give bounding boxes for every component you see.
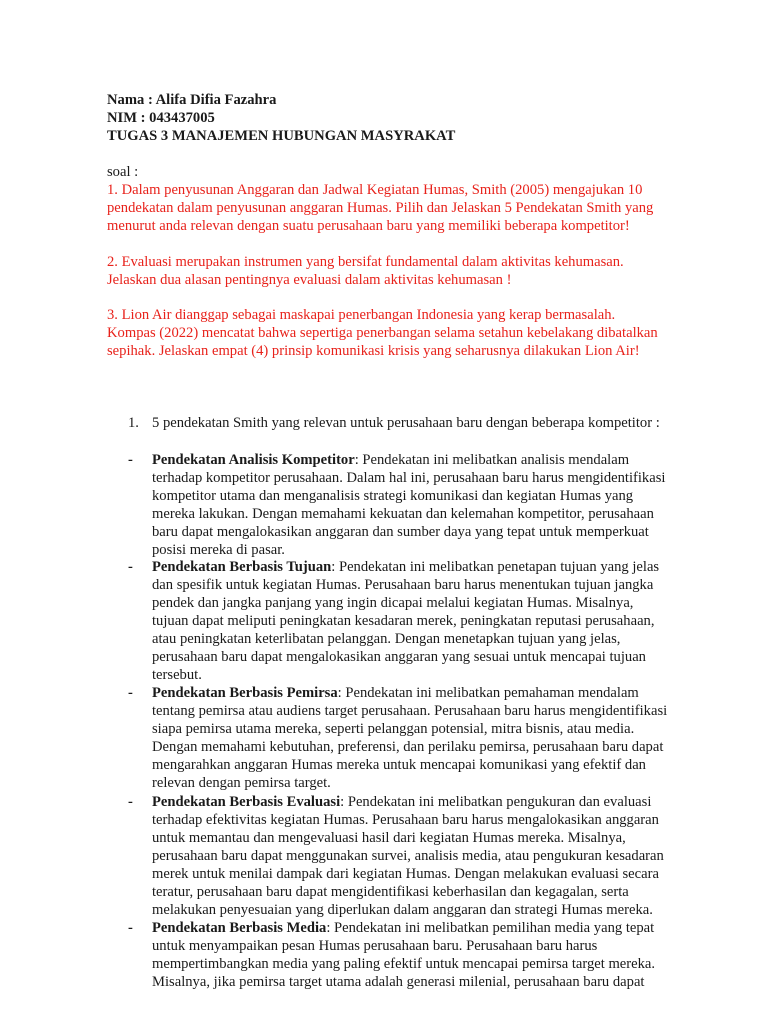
bullet-line: merek untuk menilai dampak dari kegiatan Humas. Dengan melakukan evaluasi secara	[152, 866, 659, 882]
bullet-line: terhadap kompetitor perusahaan. Dalam hal ini, perusahaan baru harus mengidentifikasi	[152, 470, 666, 486]
soal-label: soal :	[107, 164, 139, 180]
bullet-line: tujuan dapat meliputi peningkatan kesadaran merek, peningkatan reputasi perusahaan,	[152, 613, 655, 629]
bullet-dash: -	[128, 920, 133, 936]
question-line: sepihak. Jelaskan empat (4) prinsip komunikasi krisis yang seharusnya dilakukan Lion Air!	[107, 343, 640, 359]
bullet-text: : Pendekatan ini melibatkan pemahaman mendalam	[337, 685, 639, 701]
question-line: Kompas (2022) mencatat bahwa sepertiga penerbangan selama setahun kebelakang dibatalkan	[107, 325, 658, 341]
question-line: pendekatan dalam penyusunan anggaran Humas. Pilih dan Jelaskan 5 Pendekatan Smith yang	[107, 200, 654, 216]
bullet-title: Pendekatan Berbasis Pemirsa	[152, 685, 338, 701]
bullet-title: Pendekatan Analisis Kompetitor	[152, 452, 355, 468]
bullet-line: tentang pemirsa atau audiens target perusahaan. Perusahaan baru harus mengidentifikasi	[152, 703, 668, 719]
bullet-text: : Pendekatan ini melibatkan penetapan tujuan yang jelas	[331, 559, 660, 575]
bullet-line: kompetitor utama dan menganalisis strategi komunikasi dan kegiatan Humas yang	[152, 488, 634, 504]
answer-numbered-item	[0, 414, 768, 432]
question-line: menurut anda relevan dengan suatu perusahaan baru yang memiliki beberapa kompetitor!	[107, 218, 630, 234]
bullet-text: : Pendekatan ini melibatkan analisis mendalam	[354, 452, 630, 468]
bullet-line: mereka lakukan. Dengan memahami kekuatan dan kelemahan kompetitor, perusahaan	[152, 506, 654, 522]
bullet-dash: -	[128, 685, 133, 701]
bullet-title: Pendekatan Berbasis Evaluasi	[152, 794, 341, 810]
bullet-line: tersebut.	[152, 667, 202, 683]
bullet-line: terhadap efektivitas kegiatan Humas. Perusahaan baru harus mengalokasikan anggaran	[152, 812, 659, 828]
student-nim: NIM : 043437005	[107, 110, 215, 126]
student-name: Nama : Alifa Difia Fazahra	[107, 92, 277, 108]
question-line: Jelaskan dua alasan pentingnya evaluasi dalam aktivitas kehumasan !	[107, 272, 512, 288]
bullet-title: Pendekatan Berbasis Media	[152, 920, 327, 936]
bullet-line: pendek dan jangka panjang yang ingin dicapai melalui kegiatan Humas. Misalnya,	[152, 595, 634, 611]
bullet-text: : Pendekatan ini melibatkan pengukuran dan evaluasi	[340, 794, 652, 810]
bullet-line: perusahaan baru dapat menggunakan survei, analisis media, atau pengukuran kesadaran	[152, 848, 664, 864]
bullet-title: Pendekatan Berbasis Tujuan	[152, 559, 332, 575]
bullet-line: baru dapat mengalokasikan anggaran dan sumber daya yang tepat untuk memperkuat	[152, 524, 649, 540]
bullet-text: : Pendekatan ini melibatkan pemilihan media yang tepat	[326, 920, 655, 936]
bullet-line: untuk memantau dan mengevaluasi hasil dari kegiatan Humas mereka. Misalnya,	[152, 830, 626, 846]
bullet-line: Misalnya, jika pemirsa target utama adalah generasi milenial, perusahaan baru dapat	[152, 974, 645, 990]
bullet-dash: -	[128, 559, 133, 575]
list-number: 1.	[128, 415, 139, 431]
bullet-line: melakukan penyesuaian yang diperlukan dalam anggaran dan strategi Humas mereka.	[152, 902, 653, 918]
question-line: 2. Evaluasi merupakan instrumen yang bersifat fundamental dalam aktivitas kehumasan.	[107, 254, 624, 270]
bullet-line: dan spesifik untuk kegiatan Humas. Perusahaan baru harus menentukan tujuan jangka	[152, 577, 654, 593]
bullet-dash: -	[128, 794, 133, 810]
question-line: 3. Lion Air dianggap sebagai maskapai penerbangan Indonesia yang kerap bermasalah.	[107, 307, 616, 323]
bullet-line: Dengan memahami kebutuhan, preferensi, dan perilaku pemirsa, perusahaan baru dapat	[152, 739, 664, 755]
bullet-line: mempertimbangkan media yang paling efektif untuk mencapai pemirsa target mereka.	[152, 956, 656, 972]
bullet-line: siapa pemirsa utama mereka, seperti pelanggan potensial, mitra bisnis, atau media.	[152, 721, 635, 737]
bullet-line: atau peningkatan keterlibatan pelanggan. Dengan menetapkan tujuan yang jelas,	[152, 631, 621, 647]
bullet-line: perusahaan baru dapat mengalokasikan anggaran yang sesuai untuk mencapai tujuan	[152, 649, 646, 665]
question-line: 1. Dalam penyusunan Anggaran dan Jadwal Kegiatan Humas, Smith (2005) mengajukan 10	[107, 182, 643, 198]
bullet-line: untuk menyampaikan pesan Humas perusahaan baru. Perusahaan baru harus	[152, 938, 598, 954]
bullet-line: teratur, perusahaan baru dapat mengidentifikasi keberhasilan dan kegagalan, serta	[152, 884, 629, 900]
bullet-line: mengarahkan anggaran Humas mereka untuk mencapai komunikasi yang efektif dan	[152, 757, 646, 773]
bullet-line: posisi mereka di pasar.	[152, 542, 285, 558]
answer-intro: 5 pendekatan Smith yang relevan untuk perusahaan baru dengan beberapa kompetitor :	[152, 415, 660, 431]
assignment-title: TUGAS 3 MANAJEMEN HUBUNGAN MASYRAKAT	[107, 128, 456, 144]
bullet-line: relevan dengan pemirsa target.	[152, 775, 331, 791]
bullet-dash: -	[128, 452, 133, 468]
